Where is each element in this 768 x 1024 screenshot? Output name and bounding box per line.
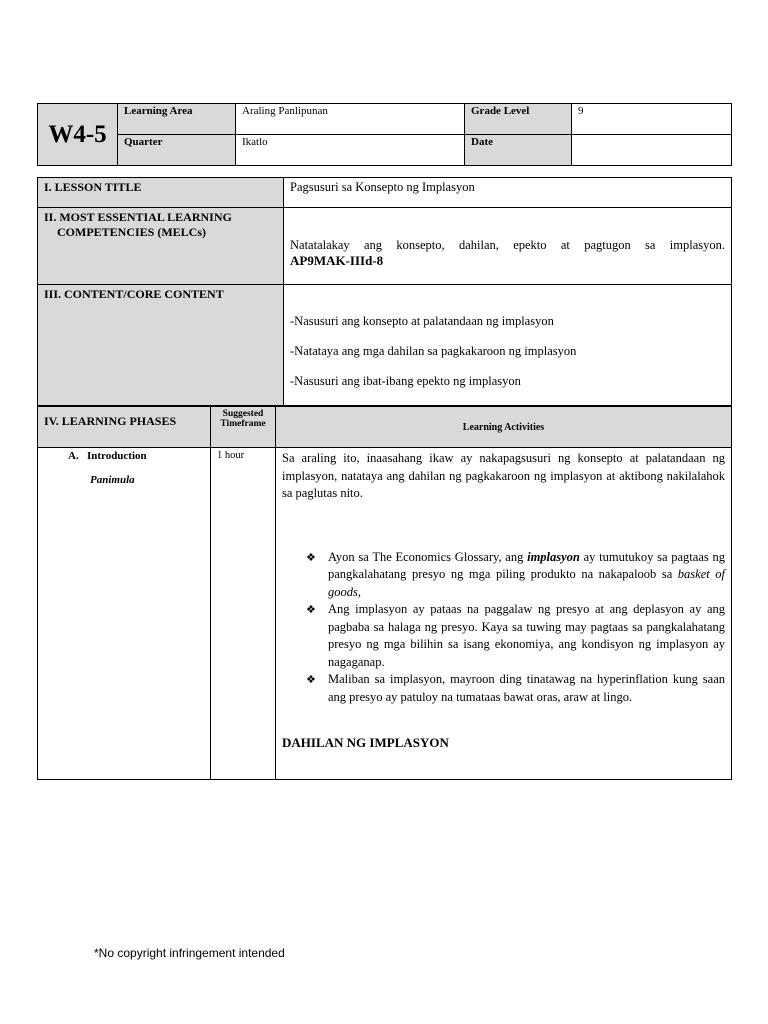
content-item-2: -Natataya ang mga dahilan sa pagkakaroon ng implasyon <box>290 344 577 358</box>
quarter-value: Ikatlo <box>236 135 465 166</box>
lesson-table <box>37 177 732 406</box>
phase-introduction: A. Introduction <box>68 450 147 462</box>
bullet3-text: Maliban sa implasyon, mayroon ding tinatawag na hyperinflation kung saan ang presyo ay patuloy na tumataas bawat oras, araw at lingo. <box>328 672 725 704</box>
bullet-list <box>282 549 725 707</box>
timeframe-cell: 1 hour <box>211 448 276 780</box>
phases-col-header: IV. LEARNING PHASES <box>38 407 211 448</box>
bullet2-text: Ang implasyon ay pataas na paggalaw ng presyo at ang deplasyon ay ang pagbaba sa halaga ng presyo. Kaya sa tuwing may pagtaas sa pangkalahatang presyo ng mga bilihin sa isang ekonomiya, ang kondisyon ng implasyon ay nagaganap. <box>328 602 725 669</box>
bullet1-pre: Ayon sa The Economics Glossary, ang <box>328 549 528 564</box>
activities-cell <box>276 448 732 780</box>
lesson-title-value: Pagsusuri sa Konsepto ng Implasyon <box>284 178 732 208</box>
phase-panimula: Panimula <box>90 474 135 486</box>
melc-text: Natatalakay ang konsepto, dahilan, epekto at pagtugon sa implasyon. <box>290 238 725 252</box>
bullet-item-3 <box>306 671 725 706</box>
date-value <box>572 135 732 166</box>
diamond-bullet-icon: ❖ <box>306 551 316 564</box>
section-heading: DAHILAN NG IMPLASYON <box>282 735 449 750</box>
timeframe-header-line1: Suggested <box>222 409 264 419</box>
melc-code: AP9MAK-IIId-8 <box>290 253 384 268</box>
lesson-title-label: I. LESSON TITLE <box>38 178 284 208</box>
phases-table <box>37 406 732 780</box>
timeframe-header-line2: Timeframe <box>220 419 266 429</box>
week-code: W4-5 <box>38 104 118 166</box>
bullet1-italic: basket of goods, <box>328 567 725 599</box>
learning-area-label: Learning Area <box>118 104 236 135</box>
learning-area-value: Araling Panlipunan <box>236 104 465 135</box>
quarter-label: Quarter <box>118 135 236 166</box>
footer-note: *No copyright infringement intended <box>94 946 285 960</box>
melc-label-line1: II. MOST ESSENTIAL LEARNING <box>44 210 232 224</box>
content-item-3: -Nasusuri ang ibat-ibang epekto ng implasyon <box>290 374 521 388</box>
phase-cell <box>38 448 211 780</box>
diamond-bullet-icon: ❖ <box>306 674 316 686</box>
intro-paragraph: Sa araling ito, inaasahang ikaw ay nakapagsusuri ng konsepto at palatandaan ng implasyon, natataya ang dahilan ng pagkakaroon ng implasyon at aktibong nakilalahok sa paglutas nito. <box>282 451 725 500</box>
timeframe-col-header <box>211 407 276 448</box>
grade-level-value: 9 <box>572 104 732 135</box>
melc-label <box>38 208 284 285</box>
activities-col-header: Learning Activities <box>276 407 732 448</box>
bullet1-term: implasyon <box>527 549 580 564</box>
header-table <box>37 103 732 166</box>
bullet-item-2 <box>306 601 725 671</box>
melc-cell <box>284 208 732 285</box>
bullet1-post: ay tumutukoy sa pagtaas ng pangkalahatang presyo ng mga piling produkto na nakapaloob sa <box>328 549 725 581</box>
content-item-1: -Nasusuri ang konsepto at palatandaan ng implasyon <box>290 314 554 328</box>
grade-level-label: Grade Level <box>465 104 572 135</box>
melc-label-line2: COMPETENCIES (MELCs) <box>57 225 207 239</box>
bullet-item-1 <box>306 549 725 602</box>
content-label: III. CONTENT/CORE CONTENT <box>38 285 284 406</box>
diamond-bullet-icon: ❖ <box>306 604 316 616</box>
date-label: Date <box>465 135 572 166</box>
content-cell <box>284 285 732 406</box>
